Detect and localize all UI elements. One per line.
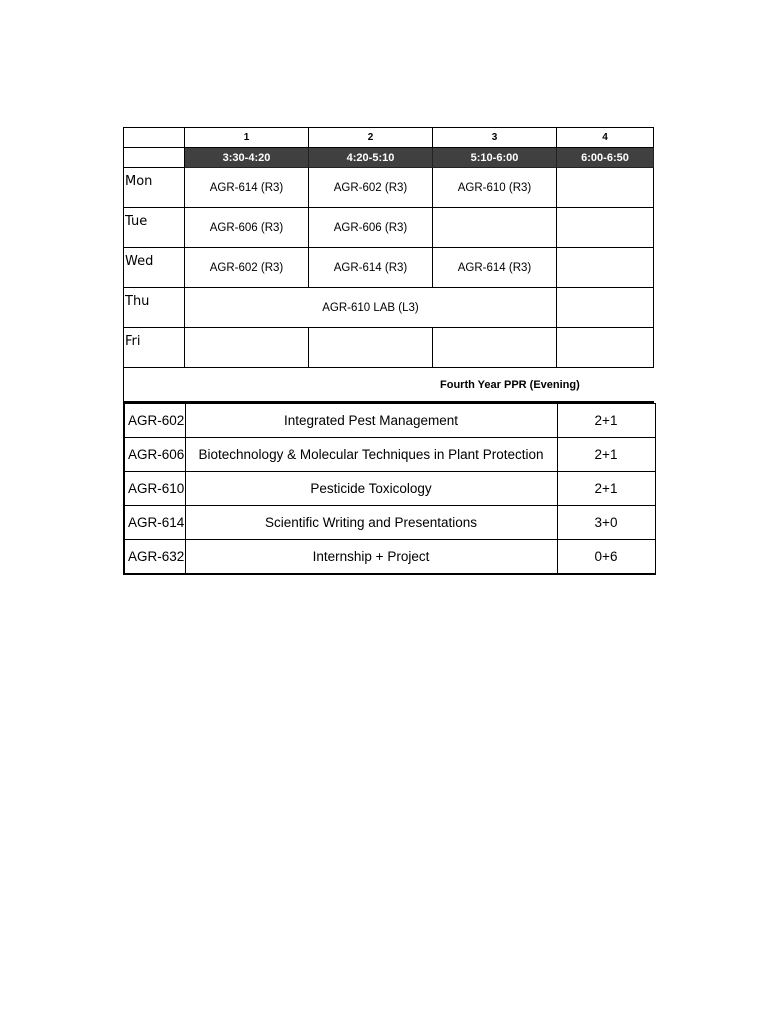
period-number: 3 (433, 128, 557, 148)
course-code: AGR-614 (124, 506, 185, 540)
class-cell: AGR-602 (R3) (309, 168, 433, 208)
time-slot: 4:20-5:10 (309, 148, 433, 168)
course-credits: 2+1 (557, 404, 655, 438)
course-code: AGR-632 (124, 540, 185, 575)
course-row (124, 472, 655, 506)
class-cell (557, 248, 654, 288)
class-cell (185, 328, 309, 368)
course-list (123, 403, 656, 575)
class-cell (309, 328, 433, 368)
day-row-fri (124, 328, 654, 368)
timetable-caption: Fourth Year PPR (Evening) (124, 368, 654, 403)
course-title: Internship + Project (185, 540, 557, 575)
timetable-grid (123, 127, 654, 403)
period-number: 1 (185, 128, 309, 148)
time-slot-row (124, 148, 654, 168)
course-code: AGR-610 (124, 472, 185, 506)
day-label: Wed (124, 248, 185, 288)
course-credits: 0+6 (557, 540, 655, 575)
lab-cell: AGR-610 LAB (L3) (185, 288, 557, 328)
time-slot: 6:00-6:50 (557, 148, 654, 168)
class-cell: AGR-614 (R3) (185, 168, 309, 208)
day-label: Mon (124, 168, 185, 208)
course-title: Pesticide Toxicology (185, 472, 557, 506)
class-cell: AGR-614 (R3) (309, 248, 433, 288)
course-row (124, 540, 655, 575)
course-code: AGR-602 (124, 404, 185, 438)
class-cell (433, 328, 557, 368)
time-slot: 5:10-6:00 (433, 148, 557, 168)
period-number: 4 (557, 128, 654, 148)
caption-row (124, 368, 654, 403)
class-cell: AGR-610 (R3) (433, 168, 557, 208)
corner-cell (124, 148, 185, 168)
class-cell: AGR-614 (R3) (433, 248, 557, 288)
class-cell (557, 288, 654, 328)
class-cell (433, 208, 557, 248)
day-label: Thu (124, 288, 185, 328)
course-code: AGR-606 (124, 438, 185, 472)
course-title: Scientific Writing and Presentations (185, 506, 557, 540)
course-credits: 2+1 (557, 438, 655, 472)
day-row-thu (124, 288, 654, 328)
day-row-wed (124, 248, 654, 288)
day-row-mon (124, 168, 654, 208)
course-row (124, 404, 655, 438)
class-cell (557, 208, 654, 248)
time-slot: 3:30-4:20 (185, 148, 309, 168)
class-cell: AGR-606 (R3) (185, 208, 309, 248)
course-credits: 3+0 (557, 506, 655, 540)
period-number-row (124, 128, 654, 148)
course-credits: 2+1 (557, 472, 655, 506)
course-title: Biotechnology & Molecular Techniques in Plant Protection (185, 438, 557, 472)
course-row (124, 438, 655, 472)
course-row (124, 506, 655, 540)
class-cell (557, 168, 654, 208)
day-label: Tue (124, 208, 185, 248)
timetable-sheet (123, 127, 654, 575)
course-title: Integrated Pest Management (185, 404, 557, 438)
day-label: Fri (124, 328, 185, 368)
day-row-tue (124, 208, 654, 248)
class-cell (557, 328, 654, 368)
class-cell: AGR-602 (R3) (185, 248, 309, 288)
class-cell: AGR-606 (R3) (309, 208, 433, 248)
corner-cell (124, 128, 185, 148)
period-number: 2 (309, 128, 433, 148)
